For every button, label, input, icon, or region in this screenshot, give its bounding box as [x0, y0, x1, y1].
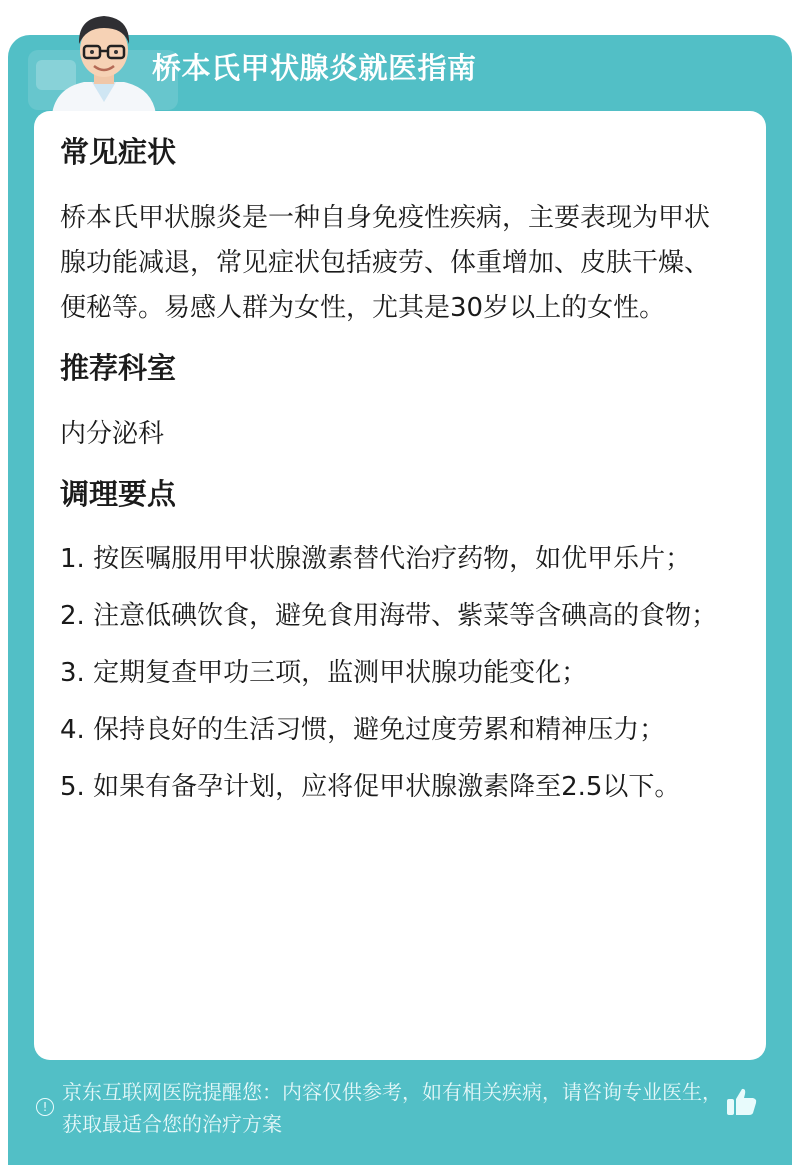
care-item: 3. 定期复查甲功三项，监测甲状腺功能变化； — [60, 658, 588, 689]
page-title: 桥本氏甲状腺炎就医指南 — [152, 51, 477, 85]
footer — [36, 1074, 776, 1144]
thumbs-up-icon[interactable] — [724, 1084, 760, 1120]
symptoms-text: 桥本氏甲状腺炎是一种自身免疫性疾病，主要表现为甲状腺功能减退，常见症状包括疲劳、体重增加、皮肤干燥、便秘等。易感人群为女性，尤其是30岁以上的女性。 — [60, 202, 711, 323]
disclaimer-text: 京东互联网医院提醒您：内容仅供参考，如有相关疾病，请咨询专业医生，获取最适合您的治疗方案 — [62, 1080, 722, 1136]
content-body — [60, 135, 730, 822]
care-item: 4. 保持良好的生活习惯，避免过度劳累和精神压力； — [60, 715, 666, 746]
care-item: 5. 如果有备孕计划，应将促甲状腺激素降至2.5以下。 — [60, 772, 681, 803]
doctor-avatar-icon — [44, 6, 164, 114]
care-heading: 调理要点 — [60, 476, 177, 511]
care-list — [60, 537, 730, 810]
department-text: 内分泌科 — [60, 418, 165, 449]
info-icon: ! — [36, 1098, 54, 1116]
symptoms-heading: 常见症状 — [60, 135, 177, 169]
department-heading: 推荐科室 — [60, 350, 177, 385]
care-item: 2. 注意低碘饮食，避免食用海带、紫菜等含碘高的食物； — [60, 601, 718, 632]
content-card — [34, 111, 766, 1060]
care-item: 1. 按医嘱服用甲状腺激素替代治疗药物，如优甲乐片； — [60, 544, 692, 575]
